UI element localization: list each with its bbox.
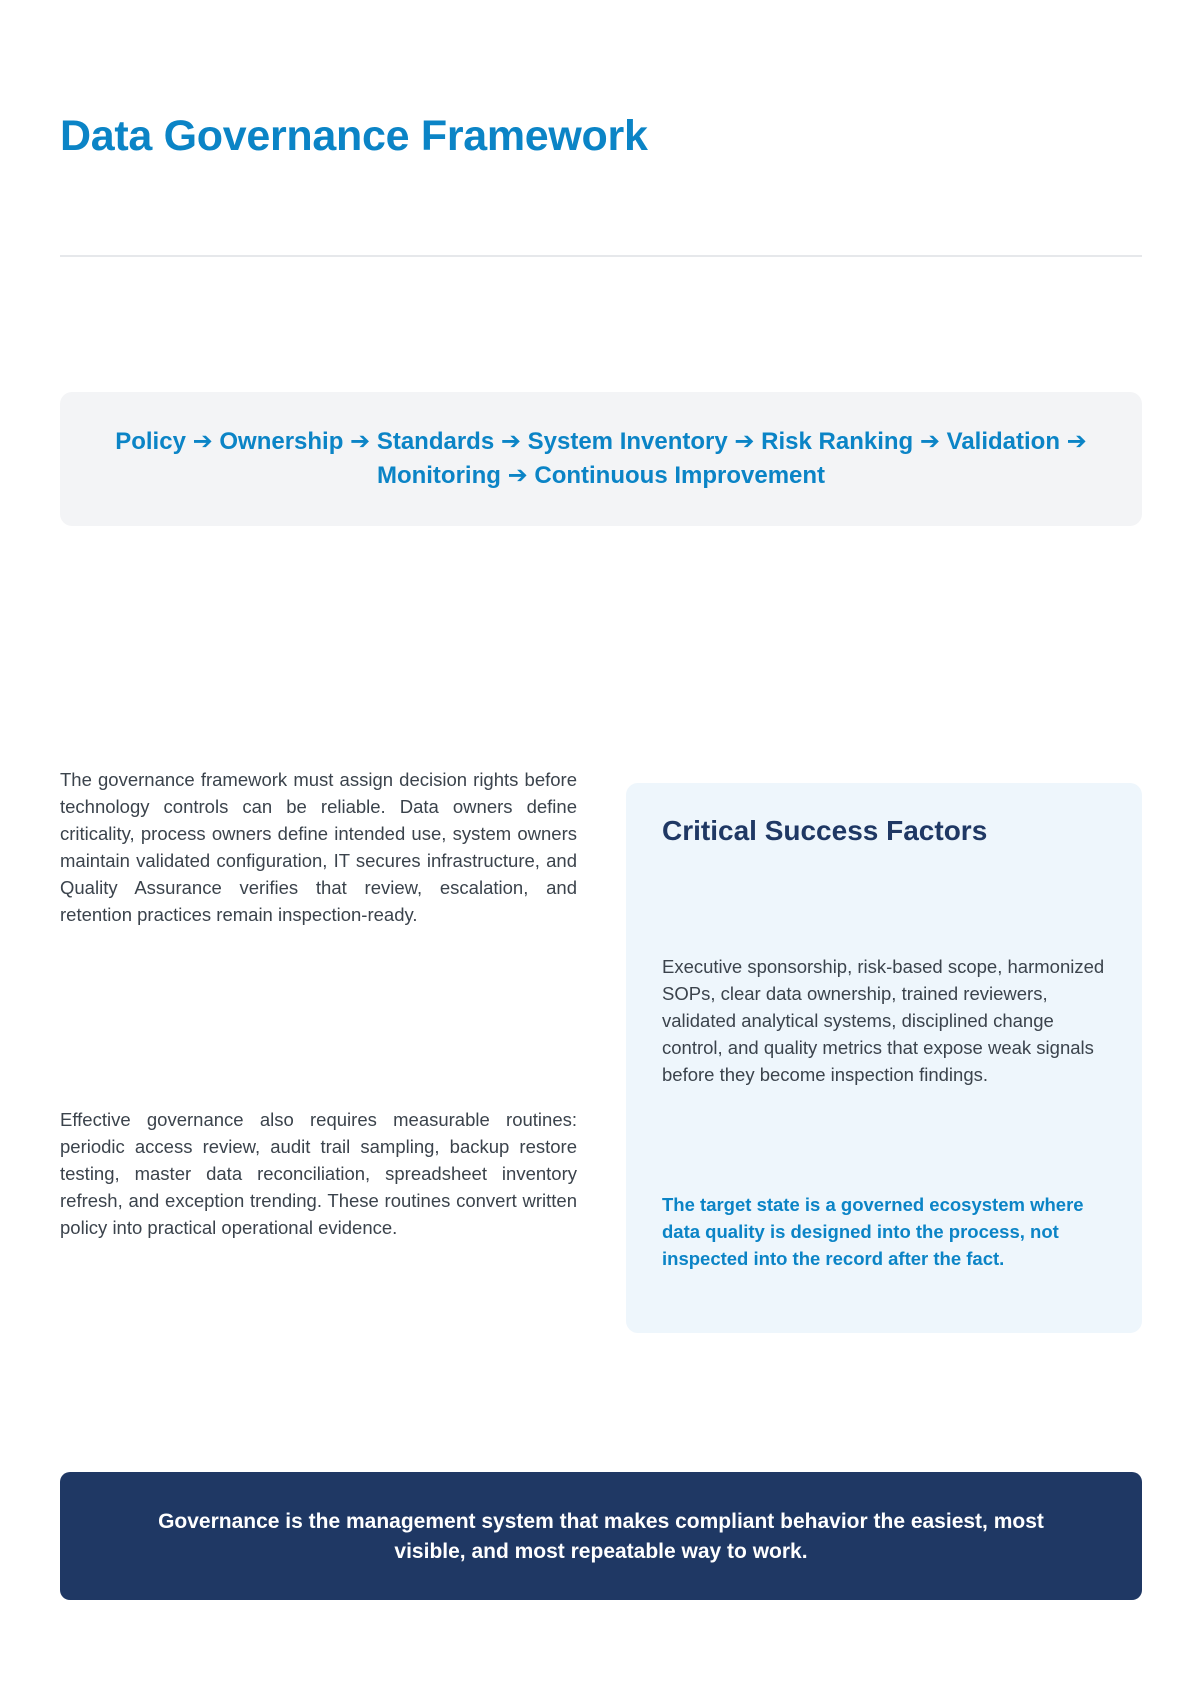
- critical-success-factors-panel: [626, 783, 1142, 1333]
- body-paragraph-decision-rights: The governance framework must assign decision rights before technology controls can be reliable. Data owners define criticality, process owners define intended use, system owners maintain validated configuration, IT secures infrastructure, and Quality Assurance verifies that review, escalation, and retention practices remain inspection-ready.: [60, 769, 577, 925]
- page-title: Data Governance Framework: [60, 112, 648, 160]
- process-flow-box: [60, 392, 1142, 526]
- callout-banner: [60, 1472, 1142, 1600]
- title-divider: [60, 255, 1142, 257]
- sidebar-body: Executive sponsorship, risk-based scope, harmonized SOPs, clear data ownership, trained reviewers, validated analytical systems, disciplined change control, and quality metrics that expose weak signals before they become inspection findings.: [662, 956, 1105, 1085]
- process-flow-text: Policy ➔ Ownership ➔ Standards ➔ System Inventory ➔ Risk Ranking ➔ Validation ➔ Monitoring ➔ Continuous Improvement: [115, 428, 1087, 489]
- sidebar-heading: Critical Success Factors: [662, 815, 988, 846]
- sidebar-highlight: The target state is a governed ecosystem where data quality is designed into the process, not inspected into the record after the fact.: [662, 1194, 1084, 1269]
- body-paragraph-routines: Effective governance also requires measurable routines: periodic access review, audit trail sampling, backup restore testing, master data reconciliation, spreadsheet inventory refresh, and exception trending. These routines convert written policy into practical operational evidence.: [60, 1109, 577, 1238]
- callout-text: Governance is the management system that makes compliant behavior the easiest, most visible, and most repeatable way to work.: [158, 1510, 1044, 1563]
